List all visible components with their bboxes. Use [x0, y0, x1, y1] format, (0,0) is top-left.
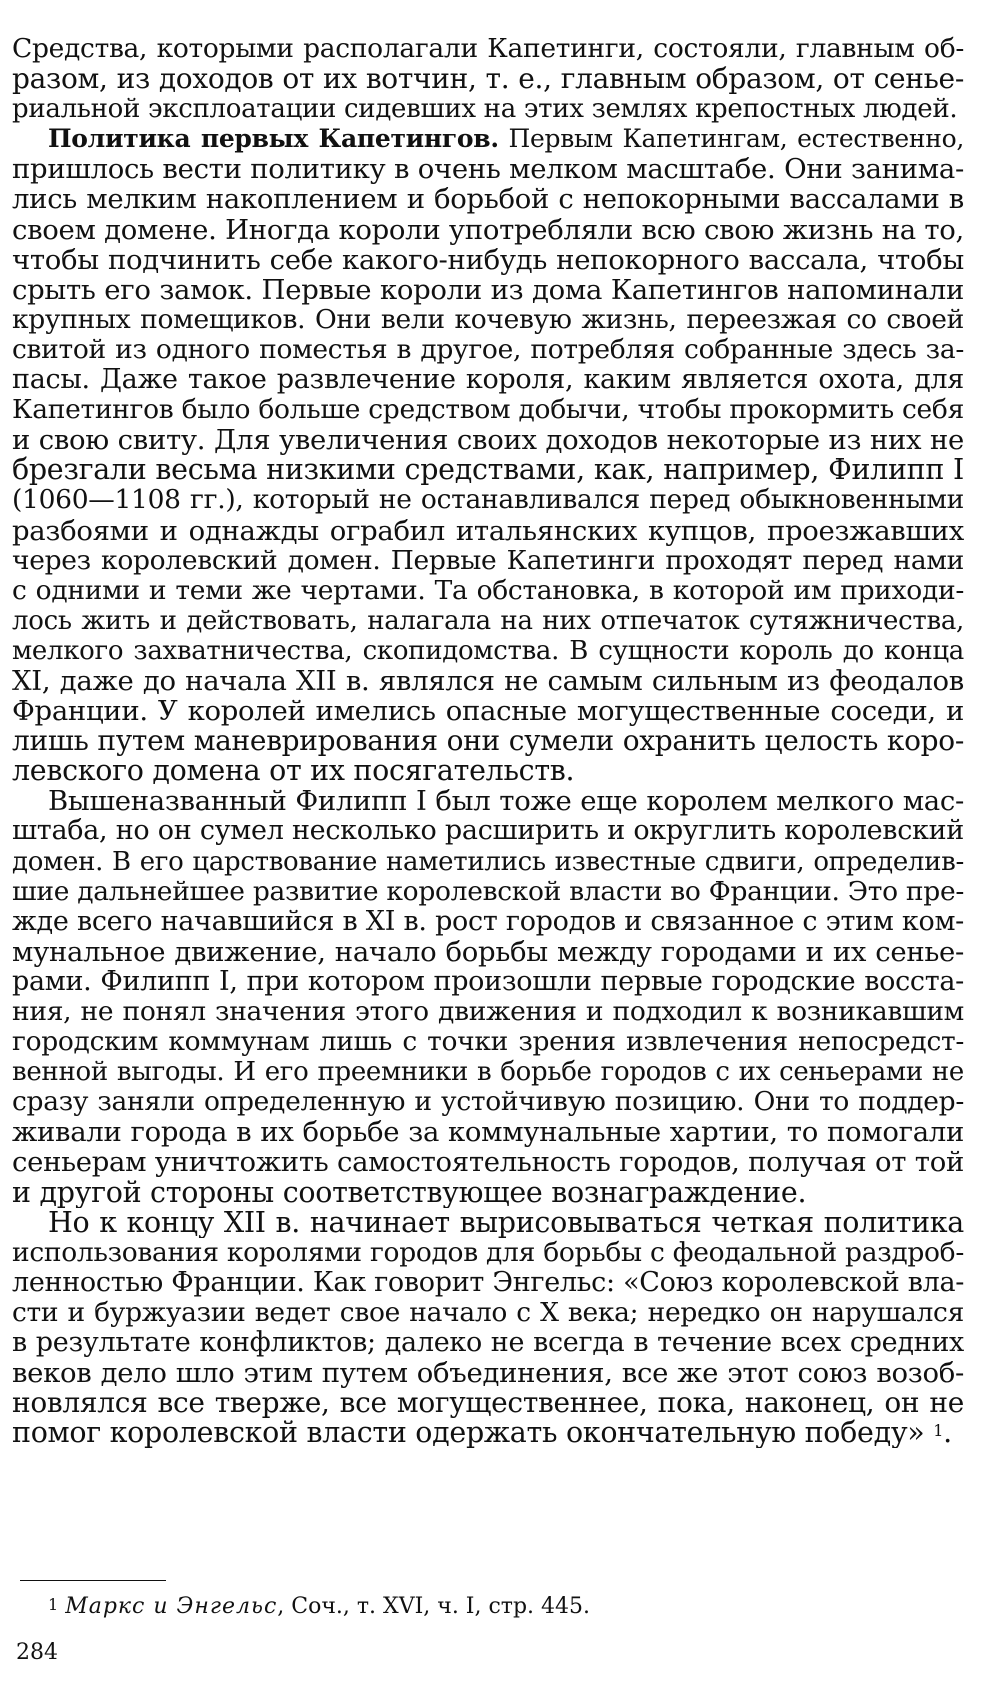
text-line: живали города в их борьбе за коммунальные хартии, то помогали: [12, 1117, 964, 1148]
text-line: разбоями и однажды ограбил итальянских купцов, проезжавших: [12, 515, 964, 546]
text-line: свитой из одного поместья в другое, потребляя собранные здесь за-: [12, 334, 964, 365]
text-line: жде всего начавшийся в XI в. рост городов и связанное с этим ком-: [12, 906, 964, 937]
text-line: рами. Филипп I, при котором произошли первые городские восста-: [12, 966, 964, 997]
text-body: [12, 34, 964, 1448]
text-line: лось жить и действовать, налагала на них отпечаток сутяжничества,: [12, 605, 964, 636]
text-line: брезгали весьма низкими средствами, как, например, Филипп I: [12, 455, 964, 486]
footnote-author: Маркс и Энгельс: [65, 1594, 278, 1619]
text-line: через королевский домен. Первые Капетинги проходят перед нами: [12, 545, 964, 576]
text-line: разом, из доходов от их вотчин, т. е., главным образом, от сенье-: [12, 64, 964, 95]
text-line: [12, 1418, 964, 1448]
text-line: городским коммунам лишь с точки зрения извлечения непосредст-: [12, 1027, 964, 1058]
text-line: с одними и теми же чертами. Та обстановка, в которой им приходи-: [12, 575, 964, 606]
text-line: пасы. Даже такое развлечение короля, каким является охота, для: [12, 365, 964, 396]
footnote: [48, 1594, 590, 1620]
text-line: штаба, но он сумел несколько расширить и округлить королевский: [12, 816, 964, 847]
text-line: крупных помещиков. Они вели кочевую жизнь, переезжая со своей: [12, 304, 964, 335]
text-line: Капетингов было больше средством добычи, чтобы прокормить себя: [12, 395, 964, 426]
text-line: веков дело шло этим путем объединения, все же этот союз возоб-: [12, 1358, 964, 1389]
footnote-reference[interactable]: 1: [933, 1421, 944, 1441]
text-line: своем домене. Иногда короли употребляли всю свою жизнь на то,: [12, 214, 964, 245]
text-line: XI, даже до начала XII в. являлся не самым сильным из феодалов: [12, 665, 964, 697]
text-line: мунальное движение, начало борьбы между городами и их сенье-: [12, 936, 964, 967]
text-line: сеньерам уничтожить самостоятельность городов, получая от той: [12, 1147, 964, 1178]
text-fragment: помог королевской власти одержать окончательную победу»: [12, 1418, 925, 1449]
text-line: риальной эксплоатации сидевших на этих землях крепостных людей.: [12, 94, 958, 125]
text-line: лись мелким накоплением и борьбой с непокорными вассалами в: [12, 184, 964, 215]
text-line: мелкого захватничества, скопидомства. В сущности король до конца: [12, 635, 964, 666]
text-line: сти и буржуазии ведет свое начало с X века; нередко он нарушался: [12, 1297, 964, 1328]
text-line: (1060—1108 гг.), который не останавливался перед обыкновенными: [12, 485, 964, 516]
text-line: использования королями городов для борьбы с феодальной раздроб-: [12, 1237, 964, 1268]
text-line: Но к концу XII в. начинает вырисовываться четкая политика: [48, 1207, 964, 1238]
text-line: ния, не понял значения этого движения и подходил к возникавшим: [12, 997, 964, 1027]
text-line: венной выгоды. И его преемники в борьбе городов с их сеньерами не: [12, 1057, 964, 1088]
text-line: новлялся все тверже, все могущественнее, пока, наконец, он не: [12, 1388, 964, 1419]
text-line: и другой стороны соответствующее вознаграждение.: [12, 1177, 807, 1208]
text-line: лишь путем маневрирования они сумели охранить целость коро-: [12, 726, 964, 757]
text-fragment: .: [943, 1418, 952, 1449]
page-number: 284: [16, 1640, 58, 1665]
text-fragment: Первым Капетингам, естественно,: [508, 124, 964, 154]
text-line: в результате конфликтов; далеко не всегда в течение всех средних: [12, 1328, 964, 1359]
footnote-citation: , Соч., т. XVI, ч. I, стр. 445.: [277, 1594, 591, 1619]
text-line: чтобы подчинить себе какого-нибудь непокорного вассала, чтобы: [12, 244, 964, 275]
text-line: домен. В его царствование наметились известные сдвиги, определив-: [12, 846, 964, 877]
text-line: Вышеназванный Филипп I был тоже еще королем мелкого мас-: [48, 786, 964, 817]
footnote-marker: 1: [48, 1595, 59, 1614]
text-line: Средства, которыми располагали Капетинги, состояли, главным об-: [12, 34, 964, 64]
section-heading-line: [12, 124, 964, 154]
footnote-divider: [20, 1580, 166, 1581]
text-line: сразу заняли определенную и устойчивую позицию. Они то поддер-: [12, 1087, 964, 1118]
text-line: левского домена от их посягательств.: [12, 756, 575, 787]
text-line: шие дальнейшее развитие королевской власти во Франции. Это пре-: [12, 876, 964, 907]
text-line: пришлось вести политику в очень мелком масштабе. Они занима-: [12, 154, 964, 185]
text-line: и свою свиту. Для увеличения своих доходов некоторые из них не: [12, 425, 964, 456]
text-line: ленностью Франции. Как говорит Энгельс: «Союз королевской вла-: [12, 1267, 964, 1298]
text-line: срыть его замок. Первые короли из дома Капетингов напоминали: [12, 274, 964, 305]
section-heading: Политика первых Капетингов.: [48, 124, 499, 154]
text-line: Франции. У королей имелись опасные могущественные соседи, и: [12, 696, 964, 727]
